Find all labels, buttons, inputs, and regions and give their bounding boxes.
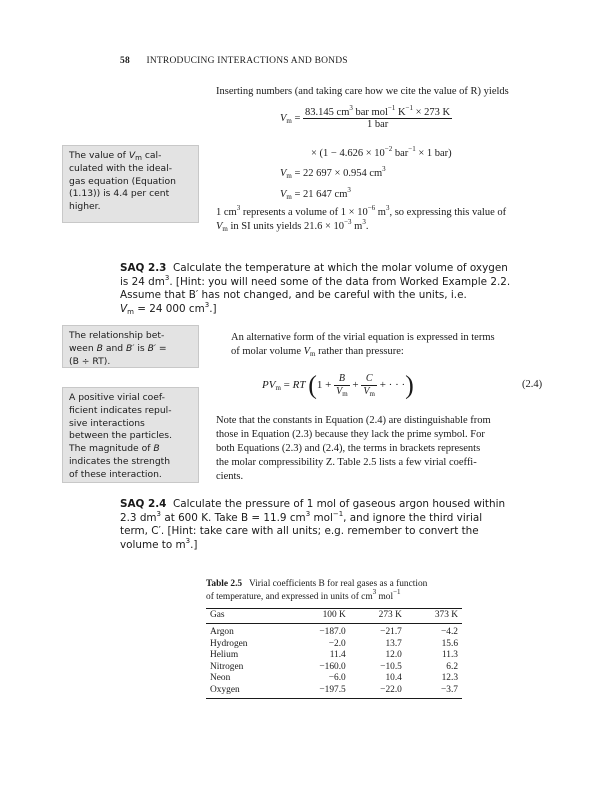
table-caption: Table 2.5 Virial coefficients B for real gases as a function of temperature, and expressed in units of $cm^3$ mol$^{-1}$ [206,579,428,602]
table-row [206,624,462,639]
table-cell: 13.7 [385,638,402,649]
table-cell: 6.2 [446,661,458,672]
sidebar-note-ideal-gas: The value of $V_m$ cal- culated with the ideal- gas equation (Equation (1.13)) is 4.4 per cent higher. [62,145,199,223]
table-cell: Helium [210,650,239,660]
table-cell: 10.4 [385,673,402,683]
table-cell: 11.4 [329,650,346,660]
intro-text: Inserting numbers (and taking care how we cite the value of R) yields [216,86,509,97]
table-header-row [206,609,462,624]
table-cell: Nitrogen [210,661,244,672]
column-header: 100 K [288,609,350,624]
table-cell: 11.3 [441,650,458,660]
table-cell: −21.7 [380,627,402,637]
equation-number: (2.4) [522,379,543,390]
table-cell: Argon [210,627,234,637]
calc-line-3: $V_m = 22$ 697 × 0.954 $cm^3$ [280,165,386,180]
after-calc-text: 1 $cm^3$ represents a volume of $1 \times 10^{-6}$ $m^3$, so expressing this value of $V_m$ in SI units yields $21.6 \times 10^{-3}$ $m^3$. [216,204,507,233]
calc-line-1: $V_m$ = $\frac{83.145 cm^3 bar mol^{-1} K^{-1} \times 273 K}{\text{1 bar}}$ [280,104,451,130]
running-title: INTRODUCING INTERACTIONS AND BONDS [146,56,348,66]
table-cell: −4.2 [440,627,458,637]
calc-fraction: $\frac{83.145 cm^3 bar mol^{-1} K^{-1} \times 273 K}{\text{1 bar}}$ [305,104,451,130]
table-cell: 12.3 [441,673,458,683]
column-header: 373 K [406,609,462,624]
table-cell: −160.0 [319,661,346,672]
saq-2-4: SAQ 2.4 Calculate the pressure of 1 mol of gaseous argon housed within 2.3 $dm^3$ at 600 K. Take B = 11.9 $cm^3$ mol$^{-1}$, and ignore the third virial term, C′. [Hint: take care with all units; e.g. remember to convert the volume to $m^3$.] [120,498,506,551]
sidebar-note-positive-virial: A positive virial coef- ficient indicates repul- sive interactions between the particles. The magnitude of B indicates the strength of these interaction. [62,387,199,483]
calc-line-4: $V_m = 21$ 647 $cm^3$ [280,186,351,201]
table-cell: Hydrogen [210,638,248,649]
table-row [206,650,462,662]
column-header: 273 K [350,609,406,624]
table-cell: Neon [210,673,231,683]
table-row [206,662,462,674]
table-row [206,673,462,685]
table-cell: −10.5 [380,661,402,672]
saq-label: SAQ 2.4 [120,498,167,510]
virial-table [206,608,462,699]
table-row [206,685,462,699]
table-cell: −197.5 [288,685,350,699]
table-cell: 12.0 [385,650,402,660]
table-cell: −6.0 [328,673,346,683]
table-cell: −2.0 [328,638,346,649]
saq-label: SAQ 2.3 [120,262,167,274]
page-number: 58 [120,56,130,66]
table-cell: −22.0 [350,685,406,699]
table-row [206,639,462,651]
table-cell: −3.7 [406,685,462,699]
saq-2-3: SAQ 2.3 Calculate the temperature at which the molar volume of oxygen is 24 $dm^3$. [Hint: you will need some of the data from Worked Example 2.2. Assume that B′ has not changed, and be careful with the units, i.e. $V_m = 24$ 000 $cm^3$.] [120,262,511,316]
note-text: Note that the constants in Equation (2.4) are distinguishable from those in Equation (2.3) because they lack the prime symbol. For both Equations (2.3) and (2.4), the terms in brackets represents the molar compressibility Z. Table 2.5 lists a few virial coeffi- cients. [216,415,491,482]
table-cell: Oxygen [206,685,288,699]
table-cell: −187.0 [319,627,346,637]
running-header [120,56,348,66]
sidebar-note-relationship: The relationship bet- ween B and B′ is B′ = (B ÷ RT). [62,325,199,368]
equation-2-4: $PV_m$ = RT (1 + $\frac{B}{V_m}$ + $\frac{C}{V_m}$ + · · ·) [262,370,414,400]
alt-form-text: An alternative form of the virial equation is expressed in terms of molar volume $V_m$ rather than pressure: [231,332,495,358]
column-header: Gas [206,609,288,624]
table-cell: 15.6 [441,638,458,649]
calc-line-2: × ($1 - 4.626 \times 10^{-2}$ bar$^{-1}$ × 1 bar) [311,145,452,159]
